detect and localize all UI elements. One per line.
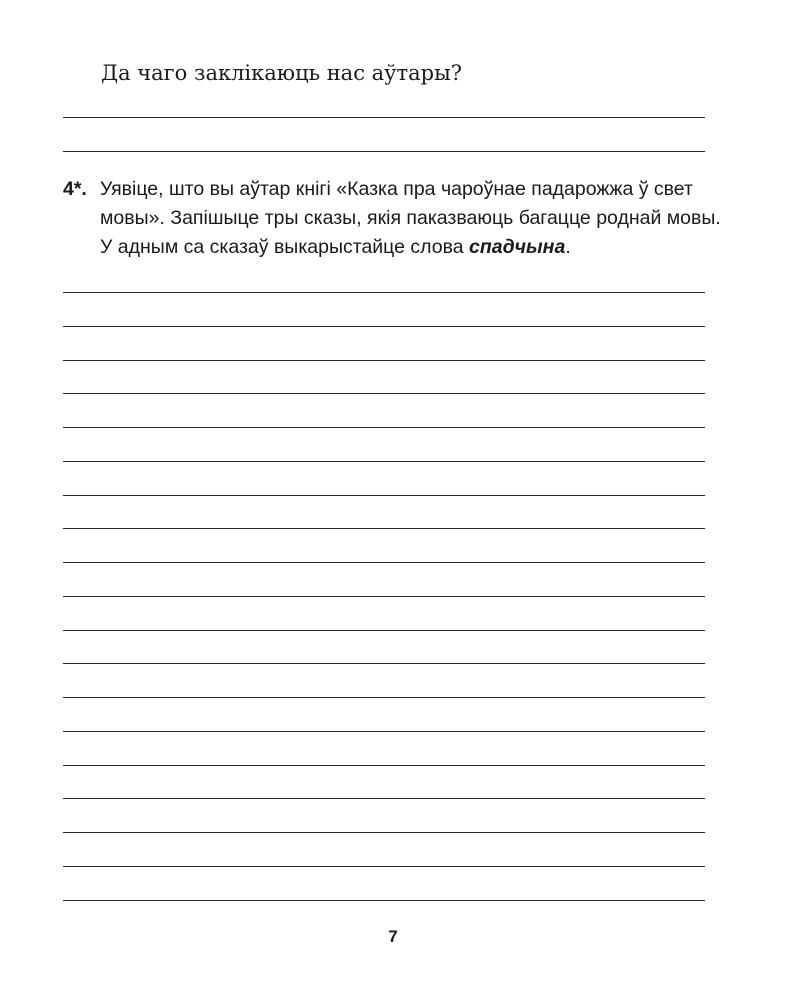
task-line-3-text: У адным са сказаў выкарыстайце слова [100, 236, 469, 258]
question-answer-line-2 [63, 151, 705, 152]
task-answer-line-2 [63, 326, 705, 327]
task-answer-line-7 [63, 495, 705, 496]
task-line-3 [100, 233, 723, 262]
task-instructions [63, 175, 723, 262]
task-answer-line-5 [63, 427, 705, 428]
task-answer-line-1 [63, 292, 705, 293]
question-answer-line-1 [63, 117, 705, 118]
task-number: 4*. [63, 178, 87, 200]
page-number: 7 [388, 927, 398, 946]
task-answer-line-10 [63, 596, 705, 597]
task-answer-line-3 [63, 360, 705, 361]
task-line-1: Уявіце, што вы аўтар кнігі «Казка пра чароўнае падарожжа ў свет [100, 178, 693, 200]
task-answer-line-12 [63, 663, 705, 664]
task-answer-line-11 [63, 630, 705, 631]
task-answer-line-18 [63, 866, 705, 867]
task-keyword: спадчына [469, 236, 566, 258]
task-answer-line-14 [63, 731, 705, 732]
task-answer-line-17 [63, 832, 705, 833]
task-answer-line-13 [63, 697, 705, 698]
task-answer-line-19 [63, 900, 705, 901]
question-text: Да чаго заклікаюць нас аўтары? [101, 61, 463, 85]
task-line-3-end: . [565, 236, 571, 258]
task-answer-line-15 [63, 765, 705, 766]
task-line-2: мовы». Запішыце тры сказы, якія паказваюць багацце роднай мовы. [100, 207, 721, 229]
task-4 [63, 175, 723, 262]
task-answer-line-9 [63, 562, 705, 563]
task-answer-line-8 [63, 528, 705, 529]
task-answer-line-16 [63, 798, 705, 799]
task-answer-line-6 [63, 461, 705, 462]
task-answer-line-4 [63, 393, 705, 394]
